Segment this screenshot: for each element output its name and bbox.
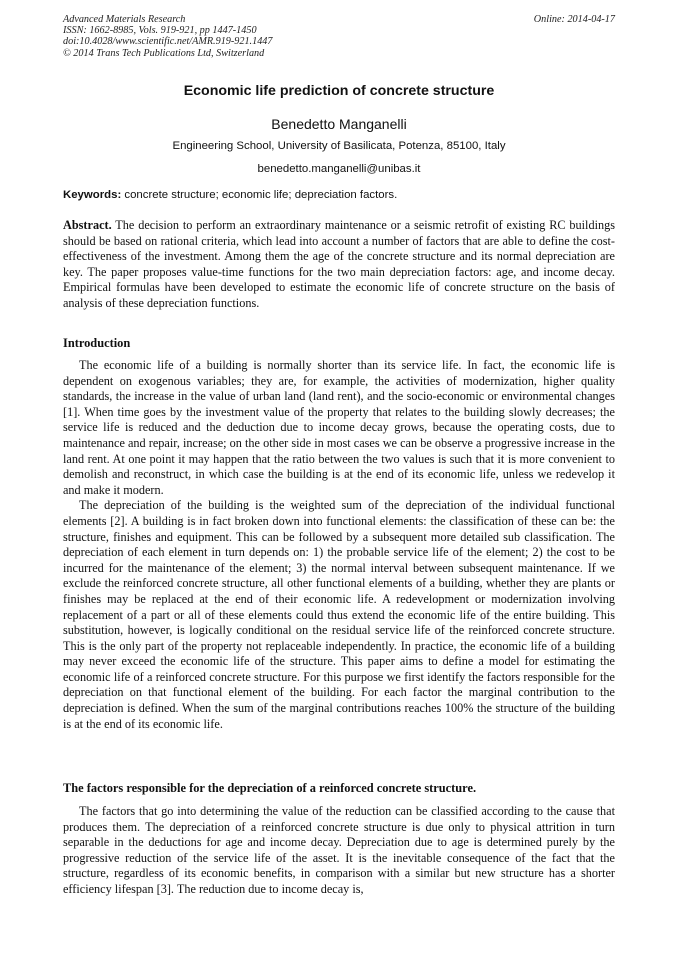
factors-body (63, 804, 615, 898)
keywords-label: Keywords: (63, 189, 122, 201)
abstract-text: The decision to perform an extraordinary maintenance or a seismic retrofit of existing RC buildings should be based on rational criteria, which lead into account a number of factors that are able to define the cost-effectiveness of the investment. Among them the age of the concrete structure and its normal depreciation are key. The paper proposes value-time functions for the two main depreciation factors: age, and income decay. Empirical formulas have been developed to estimate the economic life of concrete structure on the basis of analysis of these depreciation functions. (63, 218, 615, 310)
paper-title: Economic life prediction of concrete structure (183, 83, 495, 99)
paragraph: The economic life of a building is normally shorter than its service life. In fact, the economic life is dependent on exogenous variables; they are, for example, the activities of modernization, higher quality standards, the increase in the value of urban land (land rent), and the socio-economic or environmental changes [1]. When time goes by the investment value of the property that relates to the building slowly decreases; the service life is reduced and the deduction due to income decay grows, because the operating costs, due to maintenance and repair, increase; on the other side in most cases we can be observe a progressive increase in the land rent. At one point it may happen that the ratio between the two values is such that it is more convenient to demolish and reconstruct, in which case the building is at the end of its economic life, unless we redevelop it and make it modern. (63, 358, 615, 497)
abstract-label: Abstract. (63, 218, 112, 232)
author-affiliation: Engineering School, University of Basilicata, Potenza, 85100, Italy (172, 140, 506, 152)
journal-header (63, 14, 615, 59)
journal-name: Advanced Materials Research (63, 14, 186, 25)
journal-issn: ISSN: 1662-8985, Vols. 919-921, pp 1447-1450 (63, 25, 257, 37)
keywords (63, 189, 615, 201)
author-email[interactable]: benedetto.manganelli@unibas.it (257, 163, 421, 175)
author-name: Benedetto Manganelli (271, 116, 407, 132)
paragraph: The depreciation of the building is the weighted sum of the depreciation of the individual functional elements [2]. A building is in fact broken down into functional elements: the classification of these can be: the structure, finishes and equipment. This can be followed by a subsequent more detailed sub classification. The depreciation of each element in turn depends on: 1) the probable service life of the element; 2) the cost to be incurred for the maintenance of the element; 3) the normal interval between subsequent maintenance. If we exclude the reinforced concrete structure, all other functional elements of a building, whether they are plants or finishes may be replaced at the end of their economic life. A redevelopment or modernization involving replacement of a part or all of these elements could thus extend the economic life of the entire building. This substitution, however, is logically conditional on the residual service life of the reinforced concrete structure. This is the only part of the property not replaceable independently. In practice, the economic life of a building may never exceed the economic life of the structure. This paper aims to define a model for estimating the economic life of a reinforced concrete structure. For this purpose we first identify the factors responsible for the depreciation on that functional element of the building. For each factor the marginal contribution to the depreciation is defined. When the sum of the marginal contributions reaches 100% the structure of the building is at the end of its economic life. (63, 498, 615, 731)
journal-copyright: © 2014 Trans Tech Publications Ltd, Switzerland (63, 47, 265, 59)
section-heading-introduction: Introduction (63, 336, 131, 350)
abstract (63, 218, 615, 312)
paragraph: The factors that go into determining the value of the reduction can be classified according to the cause that produces them. The depreciation of a reinforced concrete structure is due only to physical attrition in turn separable in the deductions for age and income decay. Depreciation due to age is determined purely by the progressive reduction of the service life of the asset. It is the inevitable consequence of the fact that the structure, regardless of its economic benefits, in comparison with a similar but new structure has a shorter efficiency lifespan [3]. The reduction due to income decay is, (63, 804, 615, 896)
journal-doi[interactable]: doi:10.4028/www.scientific.net/AMR.919-921.1447 (63, 36, 273, 48)
introduction-body (63, 358, 615, 732)
keywords-text: concrete structure; economic life; depreciation factors. (121, 189, 398, 201)
section-heading-factors: The factors responsible for the depreciation of a reinforced concrete structure. (63, 781, 477, 795)
online-date: Online: 2014-04-17 (533, 14, 615, 25)
